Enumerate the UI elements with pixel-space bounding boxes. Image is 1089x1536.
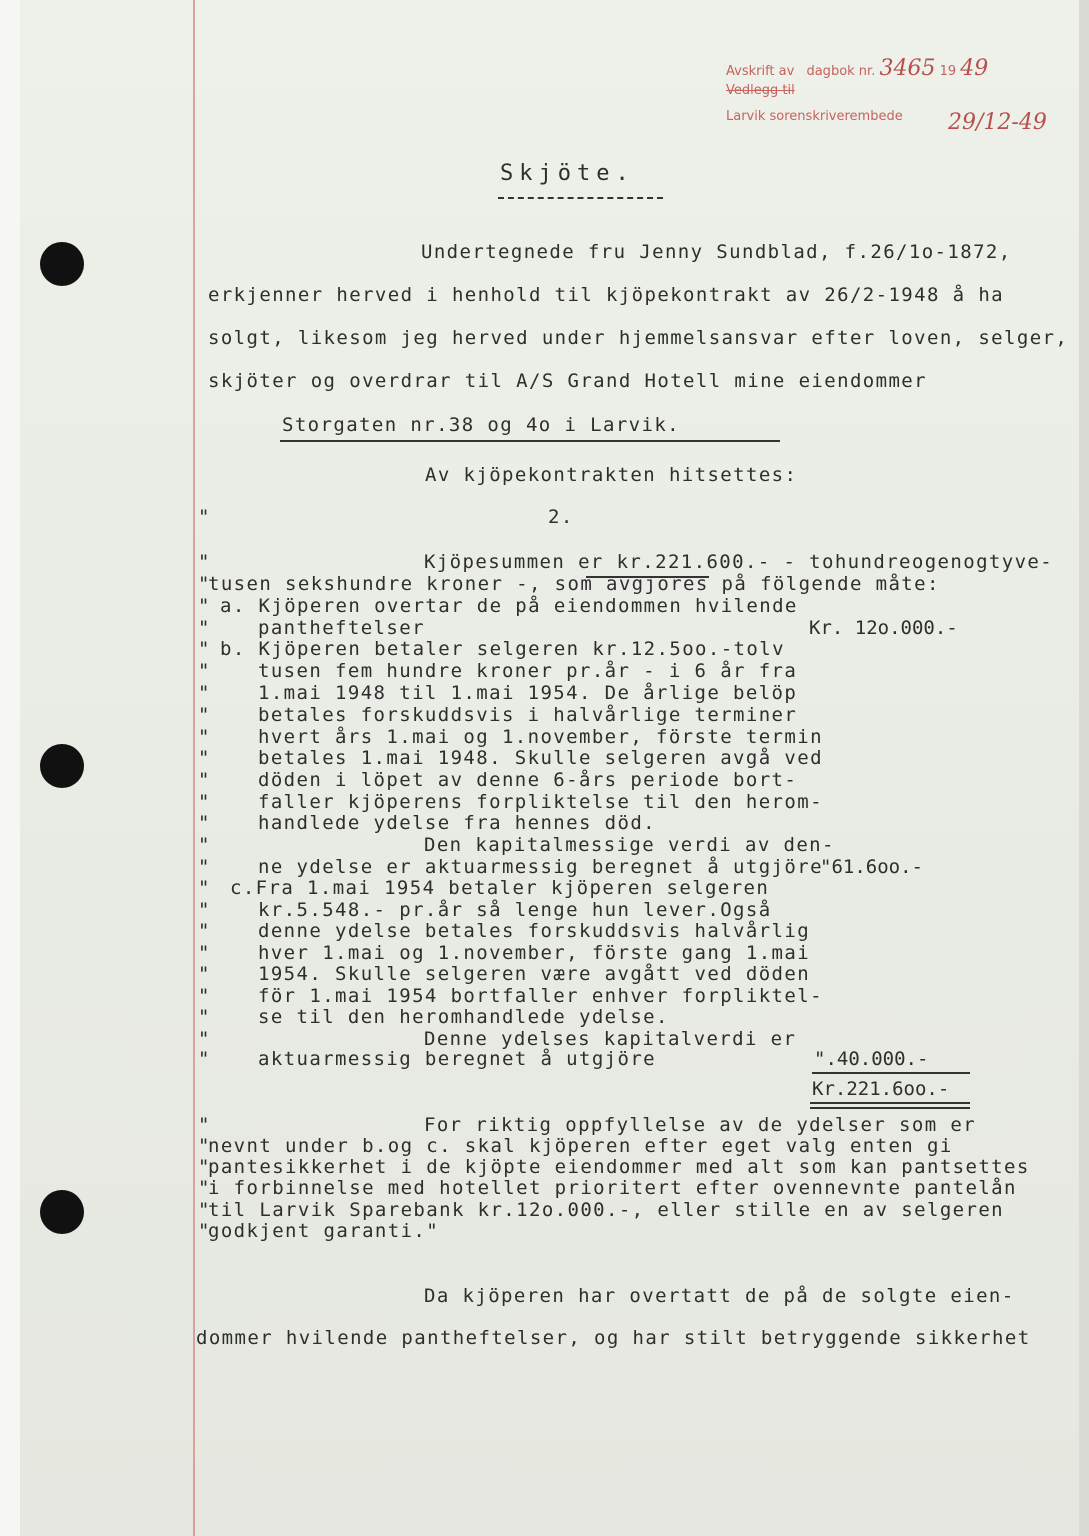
quote-mark: " <box>198 899 211 921</box>
quote-mark: " <box>198 1048 211 1070</box>
quote-mark: " <box>198 1114 211 1136</box>
quote-mark: " <box>198 660 211 682</box>
quote-mark: " <box>198 682 211 704</box>
text-line: b. Kjöperen betaler selgeren kr.12.5oo.-tolv <box>220 638 785 660</box>
quote-mark: " <box>198 1028 211 1050</box>
quote-mark: " <box>198 920 211 942</box>
stamp-year-prefix: 19 <box>939 64 957 79</box>
address-underline <box>280 440 780 442</box>
paper-edge <box>0 0 20 1536</box>
document-title: Skjöte. <box>500 161 635 186</box>
stamp-line1 <box>726 58 988 80</box>
quote-mark: " <box>198 1177 211 1199</box>
text-line: Undertegnede fru Jenny Sundblad, f.26/1o-1872, <box>421 241 1012 263</box>
quote-mark: " <box>198 747 211 769</box>
text-line: tusen sekshundre kroner -, som avgjöres på fölgende måte: <box>208 573 940 595</box>
quote-mark: " <box>198 1199 211 1221</box>
quote-mark: " <box>198 1006 211 1028</box>
text-line: för 1.mai 1954 bortfaller enhver forpliktel- <box>258 985 823 1007</box>
text-line: erkjenner herved i henhold til kjöpekontrakt av 26/2-1948 å ha <box>208 284 1005 306</box>
quote-mark: " <box>198 617 211 639</box>
punch-hole <box>40 1190 84 1234</box>
paper-edge-shadow <box>1079 0 1089 1536</box>
text-line: aktuarmessig beregnet å utgjöre <box>258 1048 657 1070</box>
text-line: For riktig oppfyllelse av de ydelser som er <box>424 1114 977 1136</box>
margin-line <box>193 0 195 1536</box>
total-underline-1 <box>810 1102 970 1104</box>
text-line: tusen fem hundre kroner pr.år - i 6 år fra <box>258 660 798 682</box>
quote-mark: " <box>198 726 211 748</box>
quote-mark: " <box>198 769 211 791</box>
quote-mark: " <box>198 791 211 813</box>
text-line: godkjent garanti." <box>208 1220 440 1242</box>
quote-mark: " <box>198 856 211 878</box>
title-dashes <box>498 197 663 199</box>
quote-mark: " <box>198 506 211 528</box>
text-line: nevnt under b.og c. skal kjöperen efter eget valg enten gi <box>208 1135 953 1157</box>
text-line: hver 1.mai og 1.november, förste gang 1.mai <box>258 942 811 964</box>
text-line: c.Fra 1.mai 1954 betaler kjöperen selgeren <box>230 877 770 899</box>
text-line: Den kapitalmessige verdi av den- <box>424 834 835 856</box>
stamp-number: 3465 <box>879 56 936 81</box>
quote-mark: " <box>198 551 211 573</box>
text-line: skjöter og overdrar til A/S Grand Hotell mine eiendommer <box>208 370 927 392</box>
sum-underline <box>812 1072 970 1074</box>
section-number: 2. <box>548 506 574 528</box>
stamp-line2: Vedlegg til <box>726 83 795 98</box>
text-line: pantheftelser <box>258 617 425 639</box>
stamp-year: 49 <box>960 56 989 81</box>
text-line: ne ydelse er aktuarmessig beregnet å utgjöre <box>258 856 823 878</box>
quote-mark: " <box>198 573 211 595</box>
amount-total: Kr.221.6oo.- <box>812 1078 950 1100</box>
quote-mark: " <box>198 963 211 985</box>
amount-a: Kr. 12o.000.- <box>809 617 958 639</box>
quote-mark: " <box>198 1220 211 1242</box>
text-line: a. Kjöperen overtar de på eiendommen hvilende <box>220 595 798 617</box>
text-line: se til den heromhandlede ydelse. <box>258 1006 669 1028</box>
text-line: solgt, likesom jeg herved under hjemmelsansvar efter loven, selger, <box>208 327 1069 349</box>
text-line: handlede ydelse fra hennes död. <box>258 812 657 834</box>
quote-mark: " <box>198 812 211 834</box>
text-line: til Larvik Sparebank kr.12o.000.-, eller stille en av selgeren <box>208 1199 1005 1221</box>
amount-c: ".40.000.- <box>814 1048 929 1070</box>
text-line: betales forskuddsvis i halvårlige terminer <box>258 704 798 726</box>
stamp-line3: Larvik sorenskriverembede <box>726 109 903 124</box>
text-line: 1.mai 1948 til 1.mai 1954. De årlige belöp <box>258 682 798 704</box>
quote-mark: " <box>198 638 211 660</box>
property-address: Storgaten nr.38 og 4o i Larvik. <box>282 414 681 436</box>
stamp-dagbok: dagbok nr. <box>806 64 876 79</box>
quote-mark: " <box>198 1135 211 1157</box>
text-line: Kjöpesummen er kr.221.600.- - tohundreogenogtyve- <box>424 551 1054 573</box>
stamp-date: 29/12-49 <box>948 110 1047 135</box>
quote-mark: " <box>198 985 211 1007</box>
quote-mark: " <box>198 595 211 617</box>
quote-mark: " <box>198 942 211 964</box>
text-line: 1954. Skulle selgeren være avgått ved döden <box>258 963 811 985</box>
total-underline-2 <box>810 1107 970 1109</box>
text-line: hvert års 1.mai og 1.november, förste termin <box>258 726 823 748</box>
text-line: faller kjöperens forpliktelse til den herom- <box>258 791 823 813</box>
punch-hole <box>40 744 84 788</box>
text-line: betales 1.mai 1948. Skulle selgeren avgå ved <box>258 747 823 769</box>
text-line: döden i löpet av denne 6-års periode bort- <box>258 769 798 791</box>
quote-mark: " <box>198 704 211 726</box>
stamp-prefix: Avskrift av <box>726 64 795 79</box>
text-line: pantesikkerhet i de kjöpte eiendommer med alt som kan pantsettes <box>208 1156 1030 1178</box>
text-line: Av kjöpekontrakten hitsettes: <box>425 464 798 486</box>
text-line: Da kjöperen har overtatt de på de solgte eien- <box>424 1285 1015 1307</box>
text-line: i forbinnelse med hotellet prioritert efter ovennevnte pantelån <box>208 1177 1017 1199</box>
text-line: kr.5.548.- pr.år så lenge hun lever.Også <box>258 899 772 921</box>
text-line: dommer hvilende pantheftelser, og har stilt betryggende sikkerhet <box>196 1327 1031 1349</box>
amount-b: "61.6oo.- <box>820 856 923 878</box>
quote-mark: " <box>198 1156 211 1178</box>
punch-hole <box>40 242 84 286</box>
text-line: Denne ydelses kapitalverdi er <box>424 1028 797 1050</box>
stamp-date-block <box>948 112 1047 134</box>
text-line: denne ydelse betales forskuddsvis halvårlig <box>258 920 811 942</box>
quote-mark: " <box>198 877 211 899</box>
quote-mark: " <box>198 834 211 856</box>
